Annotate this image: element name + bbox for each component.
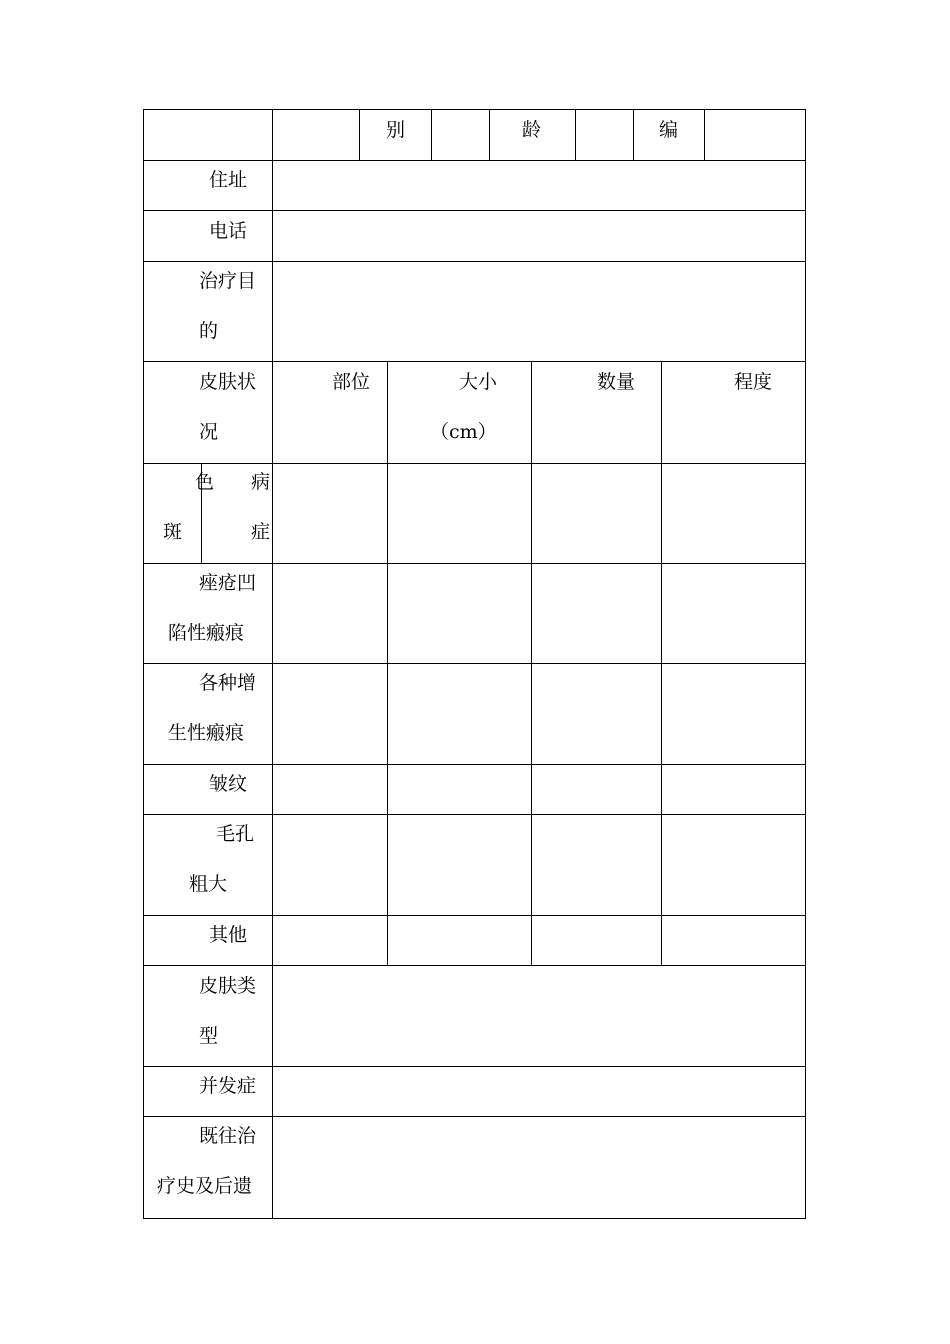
grid-column-divider	[661, 361, 662, 966]
hyperplastic-scar-label-line1: 各种增	[199, 672, 257, 694]
header-cell-divider	[575, 109, 576, 160]
row-divider	[143, 1116, 806, 1117]
pigment-label-zheng: 症	[251, 521, 271, 543]
header-cell-divider	[704, 109, 705, 160]
row-divider	[143, 663, 806, 664]
skin-type-label-line2: 型	[199, 1025, 219, 1047]
header-cell-divider	[431, 109, 432, 160]
acne-scar-label-line1: 痤疮凹	[199, 572, 257, 594]
pigment-label-bing: 病	[251, 471, 271, 493]
row-divider	[143, 915, 806, 916]
row-divider	[143, 764, 806, 765]
pigment-label-ban: 斑	[163, 521, 183, 543]
other-label: 其他	[209, 924, 248, 946]
pore-label-line2: 粗大	[189, 873, 228, 895]
table-border-left	[143, 109, 144, 1219]
complication-label: 并发症	[199, 1075, 257, 1097]
purpose-label-line2: 的	[199, 320, 219, 342]
header-cell-divider	[489, 109, 490, 160]
site-column-header: 部位	[332, 371, 371, 393]
count-column-header: 数量	[597, 371, 636, 393]
address-label: 住址	[209, 169, 248, 191]
header-cell-divider	[359, 109, 360, 160]
history-label-line2: 疗史及后遗	[157, 1175, 253, 1197]
size-column-header-line2: （cm）	[430, 421, 497, 443]
row-divider	[143, 463, 806, 464]
row-divider	[143, 261, 806, 262]
grid-column-divider	[531, 361, 532, 966]
row-divider	[143, 160, 806, 161]
age-label: 龄	[522, 119, 542, 141]
phone-label: 电话	[209, 220, 248, 242]
number-label: 编	[659, 119, 679, 141]
size-column-header-line1: 大小	[459, 371, 498, 393]
purpose-label-line1: 治疗目	[199, 270, 257, 292]
skin-status-label-line1: 皮肤状	[199, 371, 257, 393]
pore-label-line1: 毛孔	[216, 823, 255, 845]
row-divider	[143, 563, 806, 564]
table-border-bottom	[143, 1218, 806, 1219]
row-divider	[143, 210, 806, 211]
hyperplastic-scar-label-line2: 生性瘢痕	[168, 722, 245, 744]
acne-scar-label-line2: 陷性瘢痕	[168, 622, 245, 644]
table-border-right	[805, 109, 806, 1219]
gender-label: 别	[386, 119, 406, 141]
grid-column-divider	[387, 361, 388, 966]
history-label-line1: 既往治	[199, 1125, 257, 1147]
row-divider	[143, 814, 806, 815]
skin-type-label-line1: 皮肤类	[199, 975, 257, 997]
wrinkle-label: 皱纹	[209, 773, 248, 795]
row-divider	[143, 1066, 806, 1067]
header-cell-divider	[633, 109, 634, 160]
skin-status-label-line2: 况	[199, 421, 219, 443]
row-divider	[143, 965, 806, 966]
pigment-label-se: 色	[195, 471, 215, 493]
label-column-divider	[272, 109, 273, 1219]
row-divider	[143, 361, 806, 362]
table-border-top	[143, 109, 806, 110]
degree-column-header: 程度	[734, 371, 773, 393]
skin-treatment-record-table	[143, 109, 806, 1219]
